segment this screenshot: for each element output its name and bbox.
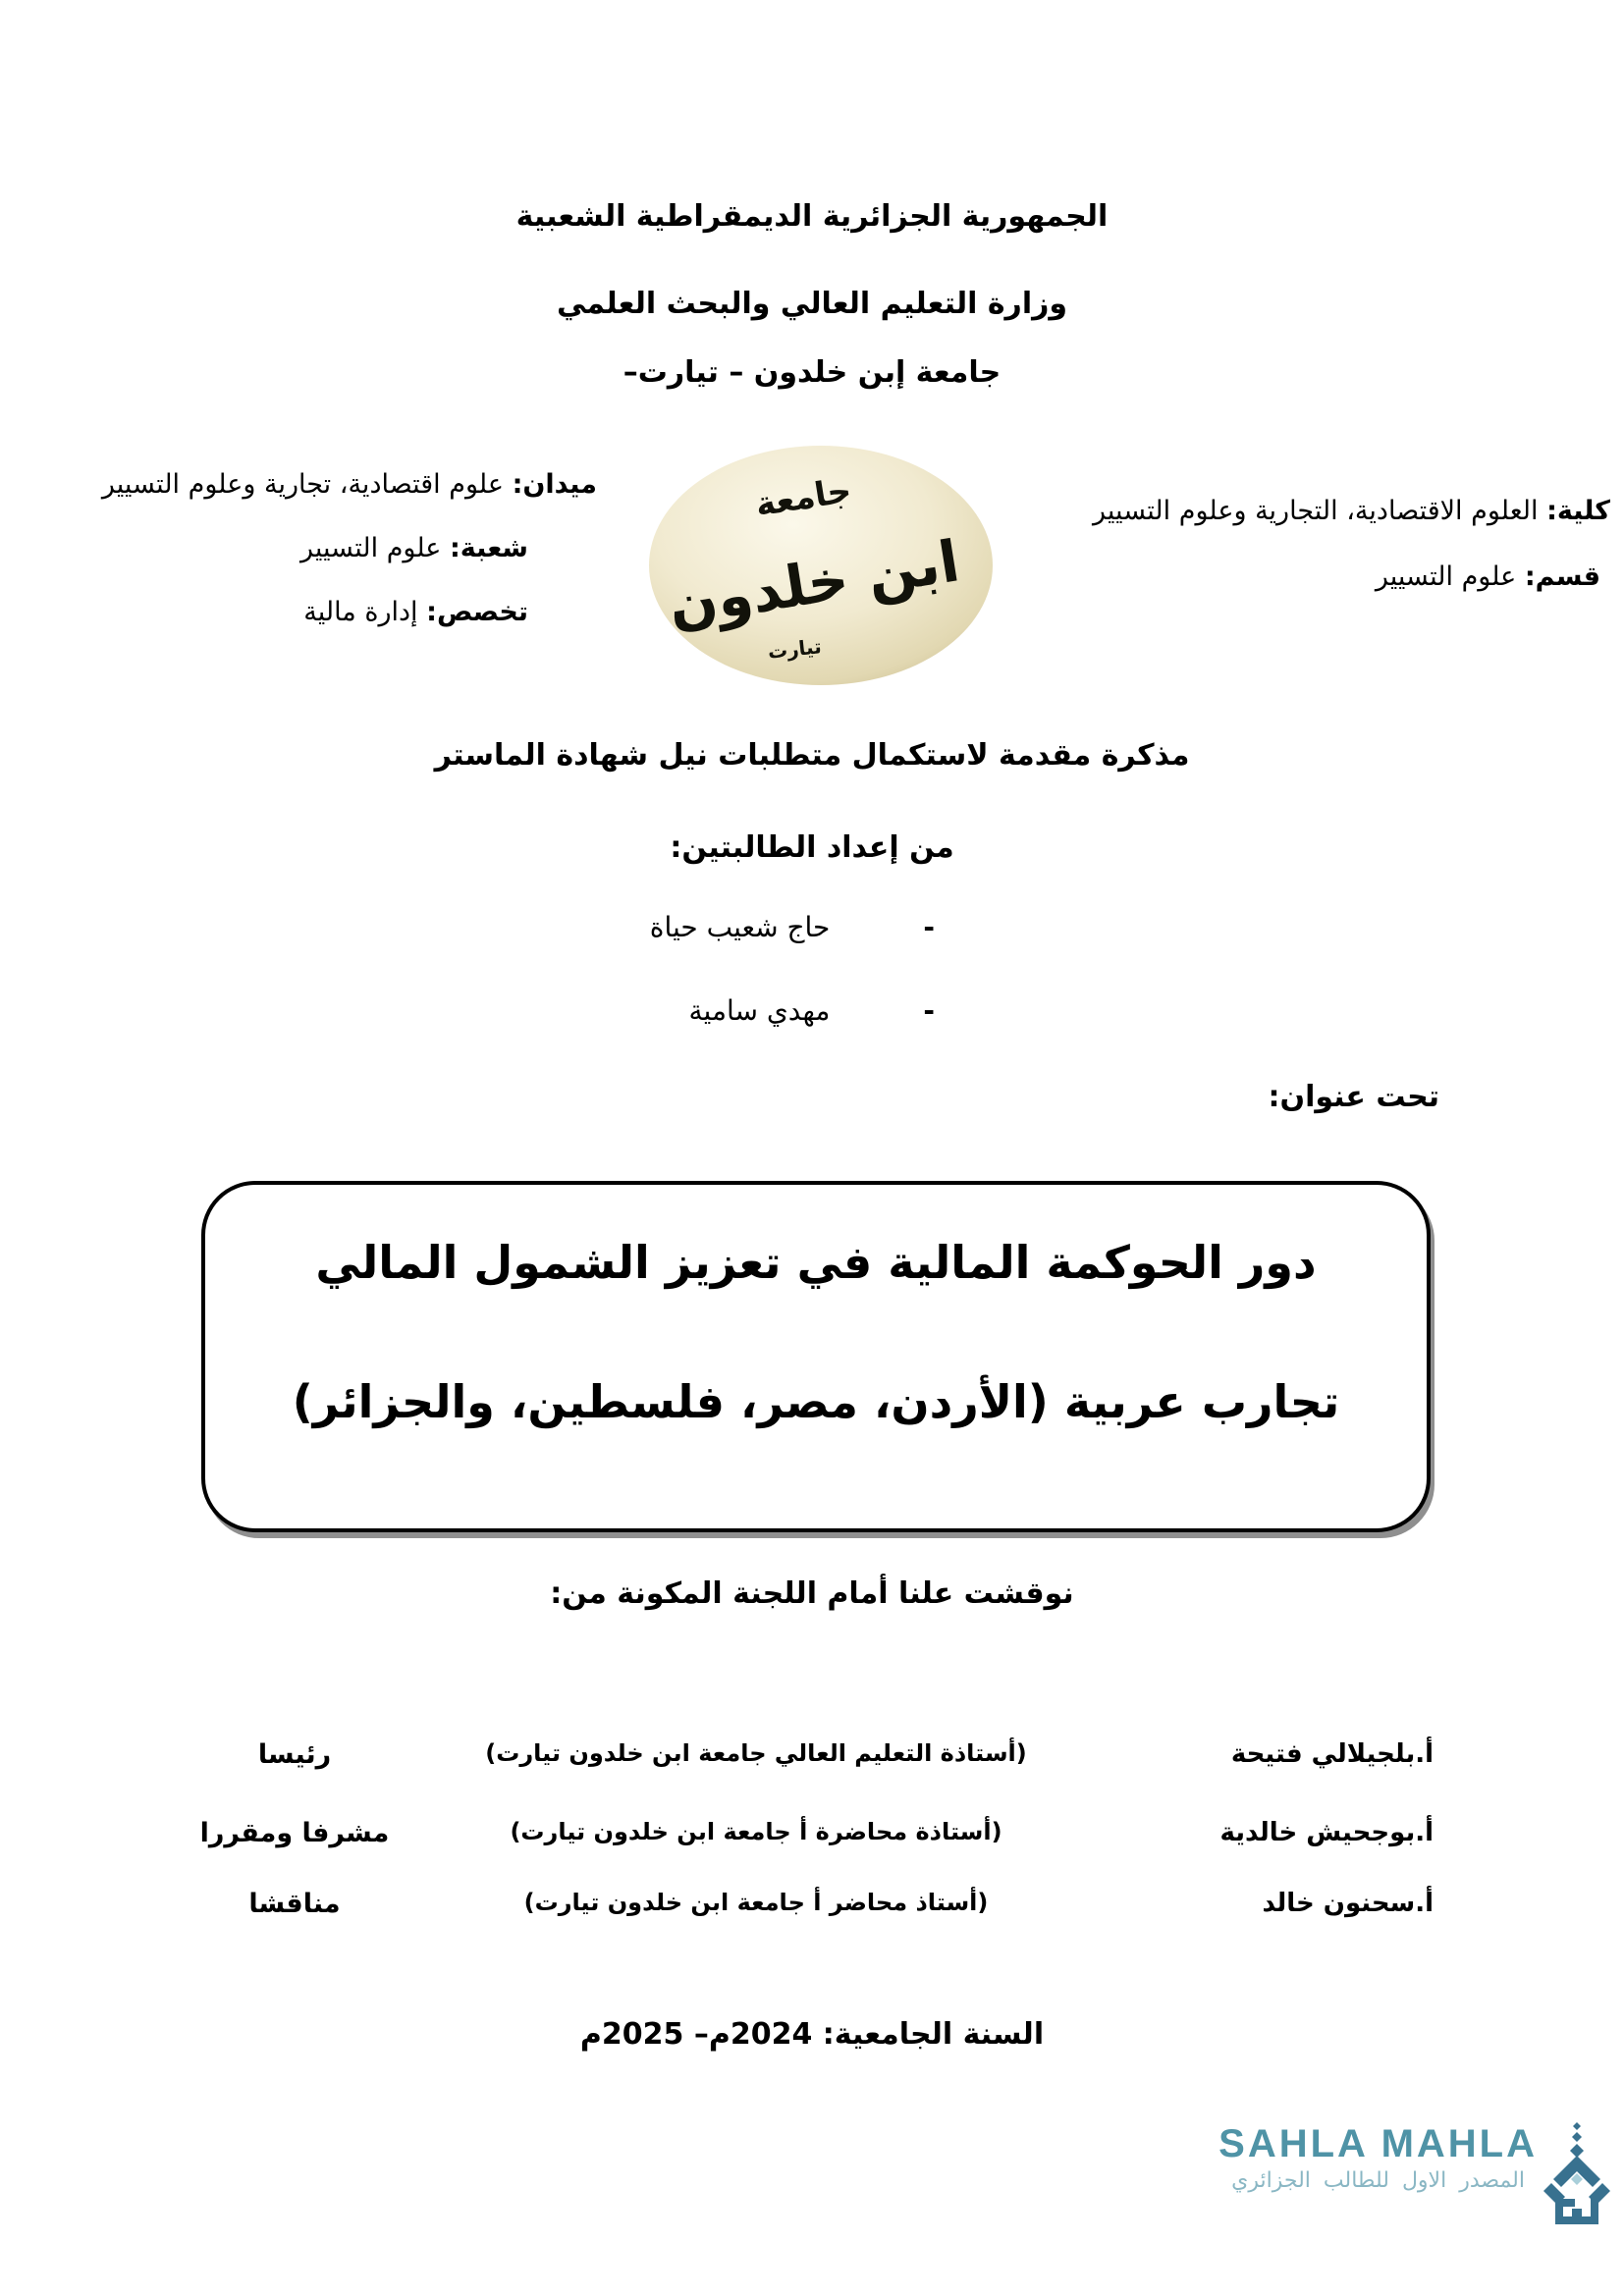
- student-item: [650, 911, 935, 943]
- jury-member-role: رئيسا: [257, 1739, 332, 1770]
- jury-member-affiliation: (أستاذ محاضر أ جامعة ابن خلدون تيارت): [523, 1889, 989, 1916]
- department-value: علوم التسيير: [1375, 561, 1517, 592]
- jury-member-affiliation: (أستاذة التعليم العالي جامعة ابن خلدون تيارت): [485, 1739, 1027, 1767]
- student-item: [689, 994, 936, 1027]
- branch-line: [300, 533, 528, 563]
- logo-word-top: جامعة: [752, 470, 854, 525]
- university-logo: [648, 444, 994, 687]
- dash-bullet: -: [923, 911, 935, 943]
- jury-row: [0, 1889, 1624, 1948]
- thesis-title-line1: دور الحوكمة المالية في تعزيز الشمول المالي: [315, 1236, 1317, 1289]
- branch-value: علوم التسيير: [299, 533, 442, 563]
- jury-member-role: مشرفا ومقررا: [199, 1818, 390, 1848]
- field-value: علوم اقتصادية، تجارية وعلوم التسيير: [101, 469, 504, 500]
- jury-member-name: أ.بوجحيش خالدية: [1219, 1818, 1434, 1847]
- faculty-label: كلية:: [1546, 496, 1610, 526]
- jury-member-name: أ.سحنون خالد: [1262, 1889, 1434, 1918]
- under-title-label: تحت عنوان:: [1268, 1080, 1439, 1114]
- department-line: [1376, 561, 1600, 592]
- faculty-value: العلوم الاقتصادية، التجارية وعلوم التسيير: [1093, 496, 1539, 526]
- committee-heading: نوقشت علنا أمام اللجنة المكونة من:: [550, 1576, 1074, 1611]
- jury-row: [0, 1739, 1624, 1798]
- university-title: جامعة إبن خلدون – تيارت–: [623, 355, 1001, 390]
- field-line: [102, 469, 597, 500]
- republic-title: الجمهورية الجزائرية الديمقراطية الشعبية: [515, 199, 1109, 234]
- specialty-line: [303, 597, 528, 627]
- field-label: ميدان:: [512, 469, 597, 500]
- branch-label: شعبة:: [450, 533, 528, 563]
- logo-word-main: ابن خلدون: [664, 527, 964, 640]
- jury-member-affiliation: (أستاذة محاضرة أ جامعة ابن خلدون تيارت): [510, 1818, 1002, 1845]
- student-name: حاج شعيب حياة: [649, 911, 831, 943]
- dash-bullet: -: [923, 994, 935, 1027]
- jury-member-name: أ.بلجيلالي فتيحة: [1230, 1739, 1434, 1769]
- logo-word-bottom: تيارت: [766, 634, 823, 664]
- university-logo-oval: [648, 444, 994, 687]
- thesis-title-box: [201, 1181, 1431, 1532]
- jury-member-role: مناقشا: [248, 1889, 341, 1919]
- faculty-line: [1093, 496, 1610, 526]
- sahla-mahla-mark-icon: [1542, 2122, 1612, 2232]
- memoir-intro: مذكرة مقدمة لاستكمال متطلبات نيل شهادة الماستر: [434, 738, 1190, 773]
- specialty-value: إدارة مالية: [303, 597, 418, 627]
- specialty-label: تخصص:: [426, 597, 528, 627]
- prepared-by: من إعداد الطالبتين:: [670, 830, 954, 865]
- watermark-brand: SAHLA MAHLA: [1218, 2122, 1538, 2165]
- watermark-text-block: [1218, 2122, 1538, 2193]
- academic-year: السنة الجامعية: 2024م– 2025م: [579, 2017, 1045, 2052]
- thesis-title-line2: تجارب عربية (الأردن، مصر، فلسطين، والجزائر): [292, 1375, 1340, 1428]
- jury-row: [0, 1818, 1624, 1877]
- watermark-tagline: المصدر الاول للطالب الجزائري: [1231, 2168, 1525, 2193]
- student-name: مهدي سامية: [688, 994, 831, 1027]
- department-label: قسم:: [1524, 561, 1600, 592]
- ministry-title: وزارة التعليم العالي والبحث العلمي: [556, 287, 1068, 321]
- sahla-mahla-watermark: [1218, 2122, 1612, 2232]
